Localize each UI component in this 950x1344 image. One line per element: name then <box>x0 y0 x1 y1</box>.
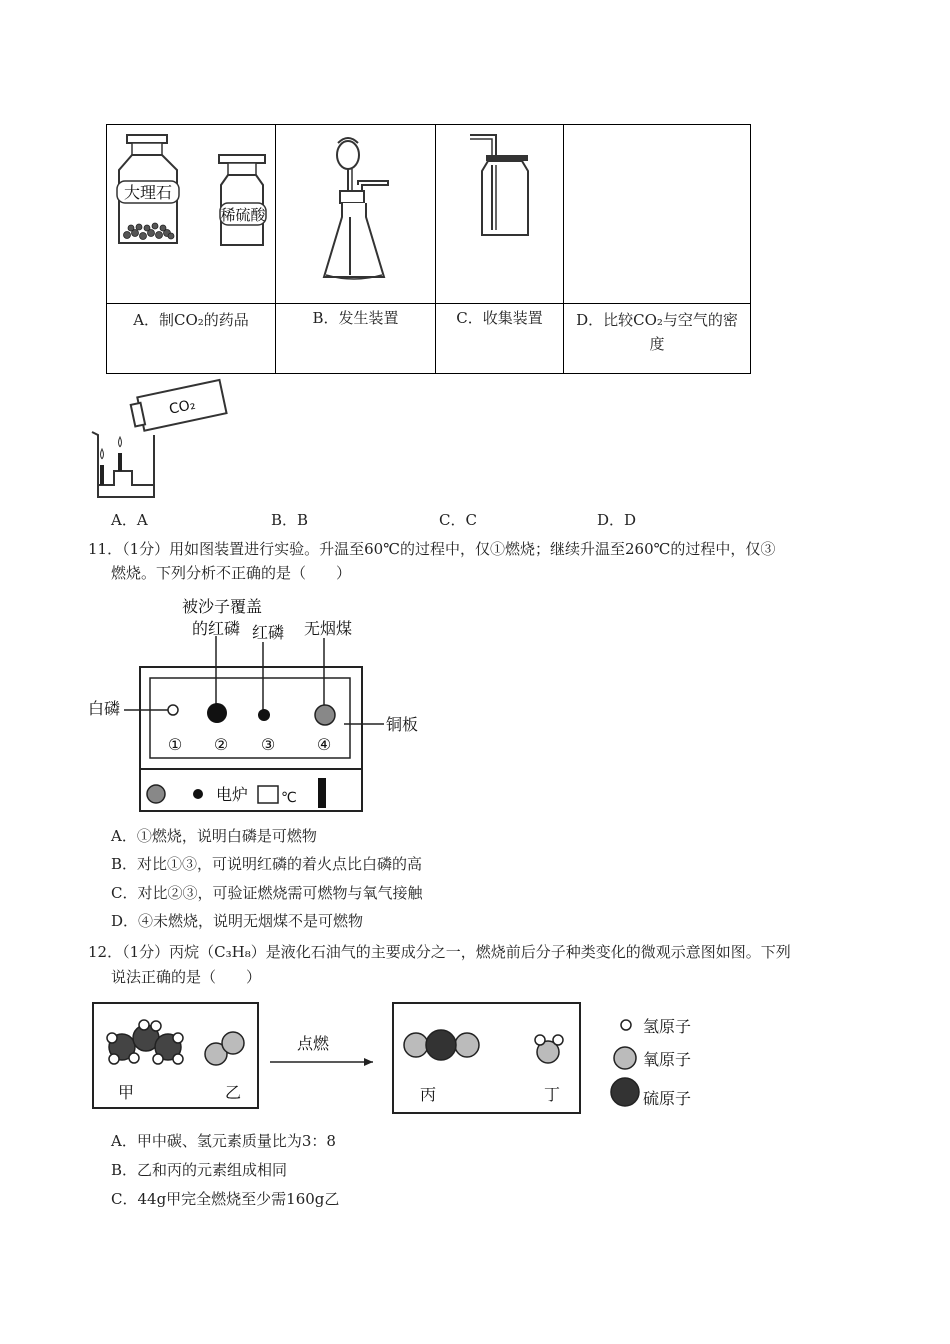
q10-caption-d: D．比较CO₂与空气的密度 <box>564 304 751 374</box>
q11-option-b[interactable]: B．对比①③，可说明红磷的着火点比白磷的高 <box>111 855 423 873</box>
collection-apparatus-figure <box>436 125 563 299</box>
sample-number-3: ③ <box>260 735 276 754</box>
legend-hydrogen: 氢原子 <box>643 1017 692 1036</box>
co2-pour-beaker-figure <box>88 375 248 505</box>
q10-caption-b: B．发生装置 <box>276 304 436 374</box>
q10-options-table <box>106 124 751 374</box>
q10-caption-c: C．收集装置 <box>436 304 564 374</box>
red-phosphorus-label: 红磷 <box>252 623 285 642</box>
q11-option-c[interactable]: C．对比②③，可验证燃烧需可燃物与氧气接触 <box>111 884 423 902</box>
q11-stem-line1: 11．（1分）用如图装置进行实验。升温至60℃的过程中，仅①燃烧；继续升温至260℃的过程中，仅③ <box>88 540 776 558</box>
q11-option-a[interactable]: A．①燃烧，说明白磷是可燃物 <box>111 827 317 845</box>
q12-stem-line2: 说法正确的是（ ） <box>111 968 262 986</box>
q10-cell-d-image <box>564 125 751 304</box>
covered-red-phosphorus-dot <box>207 703 227 723</box>
q11-combustion-figure <box>88 592 448 817</box>
q12-option-b[interactable]: B．乙和丙的元素组成相同 <box>111 1161 288 1179</box>
q12-option-c[interactable]: C．44g甲完全燃烧至少需160g乙 <box>111 1190 340 1208</box>
covered-red-phosphorus-label-1: 被沙子覆盖 <box>182 597 263 616</box>
q10-answer-b[interactable]: B．B <box>271 511 309 529</box>
q11-stem-line2: 燃烧。下列分析不正确的是（ ） <box>111 564 352 582</box>
anthracite-label: 无烟煤 <box>304 619 353 638</box>
q10-cell-a-image <box>107 125 276 304</box>
q12-stem-line1: 12．（1分）丙烷（C₃H₈）是液化石油气的主要成分之一，燃烧前后分子种类变化的微观示意图如图。下列 <box>88 943 791 961</box>
generation-apparatus-figure <box>276 125 435 299</box>
sample-number-2: ② <box>213 735 229 754</box>
svg-text:℃: ℃ <box>281 790 297 806</box>
ding-label: 丁 <box>544 1085 561 1104</box>
covered-red-phosphorus-label-2: 的红磷 <box>192 619 241 638</box>
q12-option-a[interactable]: A．甲中碳、氢元素质量比为3：8 <box>111 1132 336 1150</box>
sample-number-4: ④ <box>316 735 332 754</box>
q10-answer-d[interactable]: D．D <box>597 511 637 529</box>
white-phosphorus-label: 白磷 <box>88 699 121 718</box>
white-phosphorus-dot <box>168 705 178 715</box>
q10-caption-a: A．制CO₂的药品 <box>107 304 276 374</box>
yi-label: 乙 <box>225 1083 242 1102</box>
sulfuric-acid-label: 稀硫酸 <box>220 206 266 224</box>
ignite-label: 点燃 <box>297 1034 330 1053</box>
red-phosphorus-dot <box>258 709 270 721</box>
q11-option-d[interactable]: D．④未燃烧，说明无烟煤不是可燃物 <box>111 912 364 930</box>
legend-oxygen: 氧原子 <box>643 1050 692 1069</box>
q10-answer-a[interactable]: A．A <box>111 511 148 529</box>
bing-label: 丙 <box>420 1085 437 1104</box>
legend-sulfur: 硫原子 <box>643 1089 692 1108</box>
q12-molecule-figure <box>90 998 730 1118</box>
co2-bottle-label: CO₂ <box>167 396 197 418</box>
anthracite-dot <box>315 705 335 725</box>
copper-plate-label: 铜板 <box>386 715 419 734</box>
q10-answer-c[interactable]: C．C <box>439 511 477 529</box>
q10-cell-c-image <box>436 125 564 304</box>
jia-label: 甲 <box>118 1083 135 1102</box>
q10-cell-b-image <box>276 125 436 304</box>
sample-number-1: ① <box>167 735 183 754</box>
reagent-bottles-figure <box>107 125 275 299</box>
electric-furnace-label: 电炉 <box>216 785 249 804</box>
marble-label: 大理石 <box>123 183 173 202</box>
